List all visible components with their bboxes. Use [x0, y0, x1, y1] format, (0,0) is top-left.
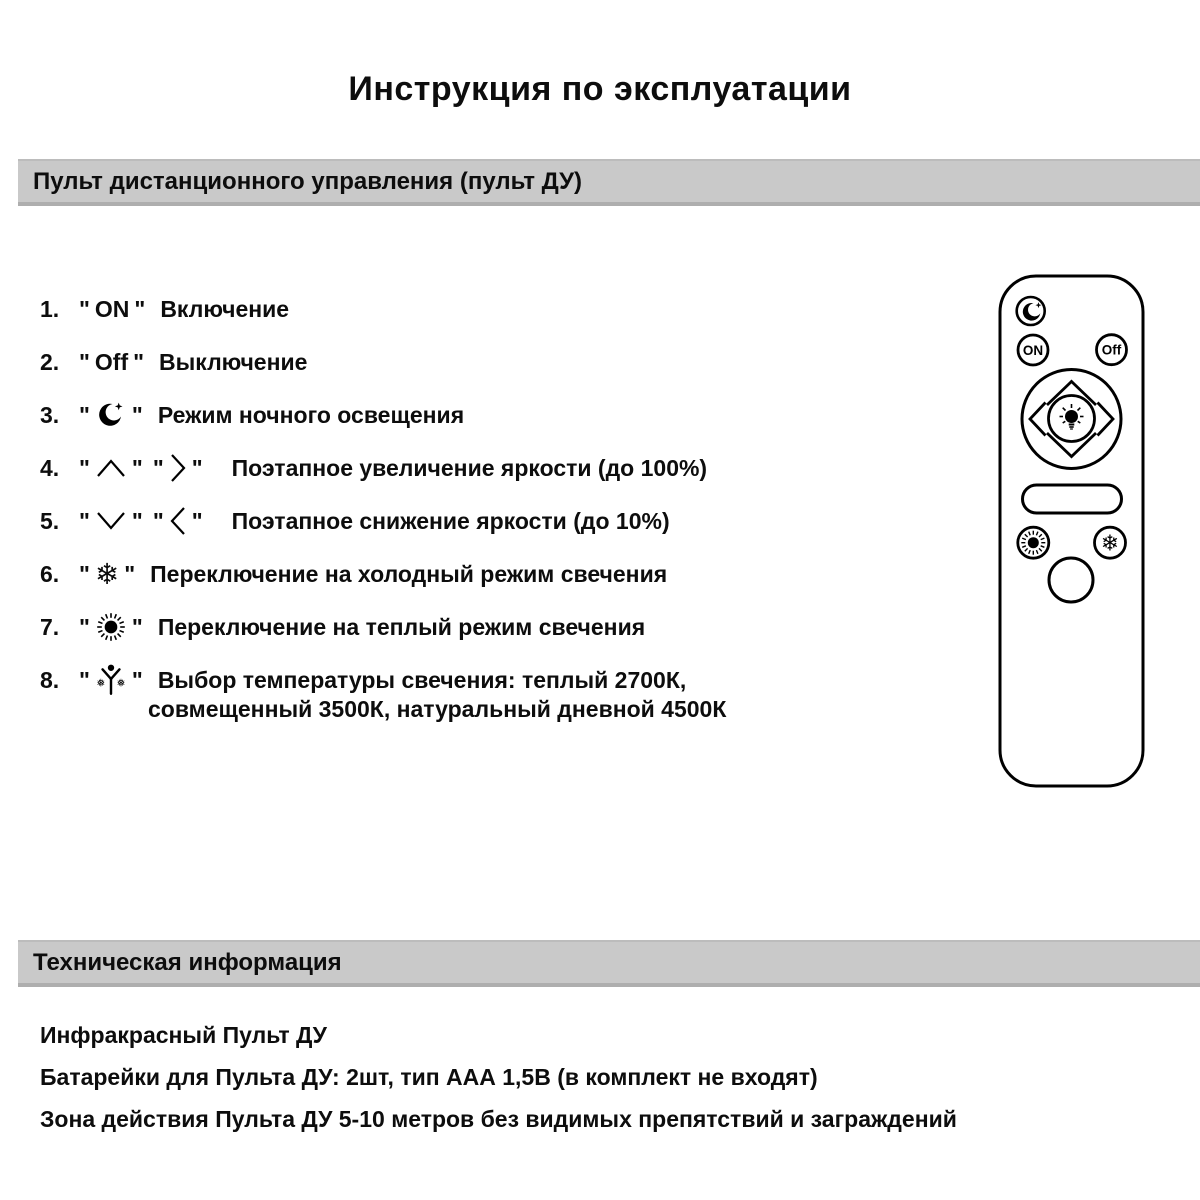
- chevron-up-icon: [95, 457, 127, 479]
- close-quote: ": [131, 401, 143, 428]
- chevron-down-icon: [95, 510, 127, 532]
- open-quote: ": [152, 454, 164, 481]
- dpad-right-chevron: [1098, 403, 1114, 436]
- section-header-remote-label: Пульт дистанционного управления (пульт ДУ): [33, 167, 582, 195]
- open-quote: ": [79, 454, 90, 481]
- item-number: 4.: [40, 454, 60, 481]
- open-quote: ": [79, 507, 90, 534]
- list-item-night-mode: [40, 402, 726, 428]
- open-quote: ": [79, 613, 90, 640]
- angle-left-icon: [169, 505, 187, 537]
- sun-icon: [95, 611, 127, 643]
- color-temperature-icon: [95, 663, 127, 698]
- item-number: 5.: [40, 507, 60, 534]
- list-item-off: [40, 349, 726, 375]
- tech-line-remote-type: Инфракрасный Пульт ДУ: [40, 1022, 327, 1048]
- remote-off-label: Off: [1101, 342, 1122, 358]
- item-number: 8.: [40, 666, 60, 693]
- dpad-down-chevron: [1047, 433, 1096, 457]
- light-bulb-icon: [1060, 404, 1084, 430]
- item-number: 7.: [40, 613, 60, 640]
- item-number: 6.: [40, 560, 60, 587]
- open-quote: ": [152, 507, 164, 534]
- close-quote: ": [131, 666, 143, 693]
- item-text-continued: совмещенный 3500К, натуральный дневной 4500К: [148, 696, 727, 722]
- open-quote: ": [79, 348, 90, 375]
- close-quote: ": [124, 560, 136, 587]
- close-quote: ": [134, 295, 146, 322]
- remote-feature-list: [40, 296, 726, 749]
- list-item-warm-mode: [40, 614, 726, 640]
- item-text: Переключение на холодный режим свечения: [150, 560, 668, 587]
- item-number: 3.: [40, 401, 60, 428]
- off-button-label: Off: [94, 348, 129, 375]
- item-number: 1.: [40, 295, 60, 322]
- svg-text:❅: ❅: [96, 676, 106, 689]
- item-text: Режим ночного освещения: [157, 401, 465, 428]
- open-quote: ": [79, 560, 90, 587]
- angle-right-icon: [169, 452, 187, 484]
- close-quote: ": [131, 454, 143, 481]
- close-quote: ": [133, 348, 145, 375]
- remote-night-mode-button: [1017, 297, 1045, 325]
- open-quote: ": [79, 295, 90, 322]
- remote-on-label: ON: [1022, 343, 1044, 358]
- snowflake-icon: ❄: [1100, 531, 1120, 557]
- remote-round-button: [1049, 558, 1093, 602]
- open-quote: ": [79, 666, 90, 693]
- list-item-color-temperature: [40, 667, 726, 693]
- section-header-tech-label: Техническая информация: [33, 948, 342, 976]
- item-text: Выключение: [159, 348, 308, 375]
- item-text: Включение: [160, 295, 290, 322]
- dpad-left-chevron: [1030, 403, 1046, 436]
- item-text: Переключение на теплый режим свечения: [157, 613, 646, 640]
- open-quote: ": [79, 401, 90, 428]
- item-text: Поэтапное снижение яркости (до 10%): [231, 507, 670, 534]
- section-header-remote: [18, 159, 1200, 206]
- remote-control-illustration: [990, 270, 1154, 798]
- section-header-tech: [18, 940, 1200, 987]
- crescent-moon-icon: [95, 399, 127, 431]
- item-number: 2.: [40, 348, 60, 375]
- crescent-moon-icon: [1023, 302, 1042, 321]
- technical-info: [40, 1022, 957, 1148]
- list-item-cold-mode: [40, 557, 726, 591]
- close-quote: ": [131, 507, 143, 534]
- close-quote: ": [191, 507, 203, 534]
- tech-line-batteries: Батарейки для Пульта ДУ: 2шт, тип ААА 1,5В (в комплект не входят): [40, 1064, 818, 1090]
- sun-icon: [1021, 531, 1045, 555]
- page-title: Инструкция по эксплуатации: [348, 70, 852, 108]
- list-item-brightness-down: [40, 508, 726, 534]
- tech-line-range: Зона действия Пульта ДУ 5-10 метров без видимых препятствий и заграждений: [40, 1106, 957, 1132]
- svg-text:❅: ❅: [116, 676, 126, 689]
- on-button-label: ON: [94, 295, 130, 322]
- remote-pill-button: [1023, 485, 1122, 513]
- snowflake-icon: ❄: [94, 557, 120, 591]
- close-quote: ": [191, 454, 203, 481]
- item-text: Выбор температуры свечения: теплый 2700К,: [157, 666, 687, 693]
- list-item-brightness-up: [40, 455, 726, 481]
- item-text: Поэтапное увеличение яркости (до 100%): [231, 454, 708, 481]
- close-quote: ": [131, 613, 143, 640]
- list-item-on: [40, 296, 726, 322]
